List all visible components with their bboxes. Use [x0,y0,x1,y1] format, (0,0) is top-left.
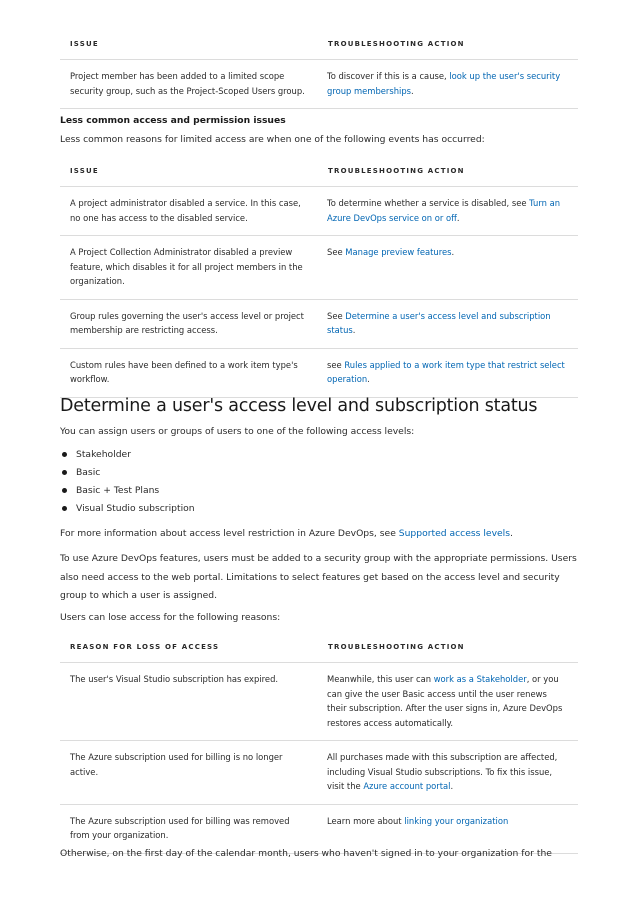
column-header-issue: ISSUE [60,28,318,60]
list-item [60,500,195,518]
footer-paragraph: Otherwise, on the first day of the calendar month, users who haven't signed in to your organization for the [60,848,552,859]
issue-cell: The Azure subscription used for billing is no longer active. [60,741,318,805]
bullet-icon [62,488,67,493]
list-item-label: Basic + Test Plans [76,485,160,496]
security-paragraph: To use Azure DevOps features, users must be added to a security group with the appropriate permissions. Users also need access to the web portal. Limitations to select features get based on the access level and security group to which a user is assigned. [60,553,577,601]
action-text: . [411,85,414,96]
access-levels-intro: You can assign users or groups of users to one of the following access levels: [60,426,415,437]
column-header-issue: ISSUE [60,155,318,187]
action-text: See [327,247,346,257]
action-text: Meanwhile, this user can [327,674,434,684]
table-row [60,663,578,741]
issue-cell: The Azure subscription used for billing was removed from your organization. [60,804,318,853]
determine-access-level-link[interactable]: Determine a user's access level and subscription status [327,310,551,335]
list-item [60,482,195,500]
action-cell [318,663,578,741]
action-text: . [367,374,370,384]
action-text: See [327,310,346,321]
list-item [60,446,195,464]
issue-cell: Custom rules have been defined to a work item type's workflow. [60,348,318,397]
issues-table-2 [60,155,578,398]
manage-preview-features-link[interactable]: Manage preview features [345,247,452,257]
linking-organization-link[interactable]: linking your organization [404,815,509,826]
action-text: . [352,325,356,335]
action-text: To discover if this is a cause, [327,71,450,81]
action-text: see [327,359,345,370]
table-row [60,236,578,300]
action-text: . [456,212,460,223]
loss-of-access-table [60,631,578,854]
issue-cell: Project member has been added to a limited scope security group, such as the Project-Scoped Users group. [60,60,318,109]
action-text: . [450,781,454,791]
bullet-icon [62,506,67,511]
action-text: . [451,247,455,257]
table-header-row [60,28,578,60]
issues-table-1 [60,28,578,109]
supported-access-levels-link[interactable]: Supported access levels [398,528,511,539]
issue-cell: A Project Collection Administrator disabled a preview feature, which disables it for all project members in the organization. [60,236,318,300]
issue-cell: Group rules governing the user's access level or project membership are restricting access. [60,299,318,348]
column-header-action: TROUBLESHOOTING ACTION [318,28,578,60]
table-row [60,60,578,109]
table-header-row [60,155,578,187]
section-heading-less-common: Less common access and permission issues [60,115,286,126]
action-cell [318,60,578,109]
action-text: Learn more about [327,815,405,826]
azure-account-portal-link[interactable]: Azure account portal [363,781,451,791]
list-item-label: Basic [76,467,101,478]
table-row [60,299,578,348]
less-common-intro: Less common reasons for limited access are when one of the following events has occurred: [60,134,485,145]
paragraph-text: For more information about access level restriction in Azure DevOps, see [60,528,399,539]
work-item-rules-link[interactable]: Rules applied to a work item type that restrict select operation [327,359,565,384]
table-row [60,187,578,236]
bullet-icon [62,470,67,475]
issue-cell: A project administrator disabled a service. In this case, no one has access to the disabled service. [60,187,318,236]
action-text: All purchases made with this subscription are affected, including Visual Studio subscriptions. To fix this issue, visit the [327,752,558,791]
more-info-paragraph [60,526,578,543]
list-item-label: Visual Studio subscription [76,503,195,514]
column-header-action: TROUBLESHOOTING ACTION [318,631,578,663]
turn-service-on-off-link[interactable]: Turn an Azure DevOps service on or off [327,198,561,223]
access-levels-list [60,446,195,518]
action-text: , or you can give the user Basic access until the user renews their subscription. After the user signs in, Azure DevOps restores access automatically. [327,674,563,728]
table-row [60,348,578,397]
list-item [60,464,195,482]
action-cell [318,187,578,236]
work-as-stakeholder-link[interactable]: work as a Stakeholder [433,674,527,684]
issue-cell: The user's Visual Studio subscription has expired. [60,663,318,741]
column-header-reason: REASON FOR LOSS OF ACCESS [60,631,318,663]
action-cell [318,741,578,805]
action-cell [318,236,578,300]
action-cell [318,299,578,348]
column-header-action: TROUBLESHOOTING ACTION [318,155,578,187]
list-item-label: Stakeholder [76,449,131,460]
lose-access-intro: Users can lose access for the following reasons: [60,612,281,623]
security-memberships-link[interactable]: look up the user's security group memberships [327,71,561,96]
table-header-row [60,631,578,663]
action-cell [318,348,578,397]
action-text: To determine whether a service is disabled, see [327,198,530,208]
paragraph-text: . [510,528,513,539]
table-row [60,741,578,805]
section-title: Determine a user's access level and subscription status [60,396,538,416]
bullet-icon [62,452,67,457]
